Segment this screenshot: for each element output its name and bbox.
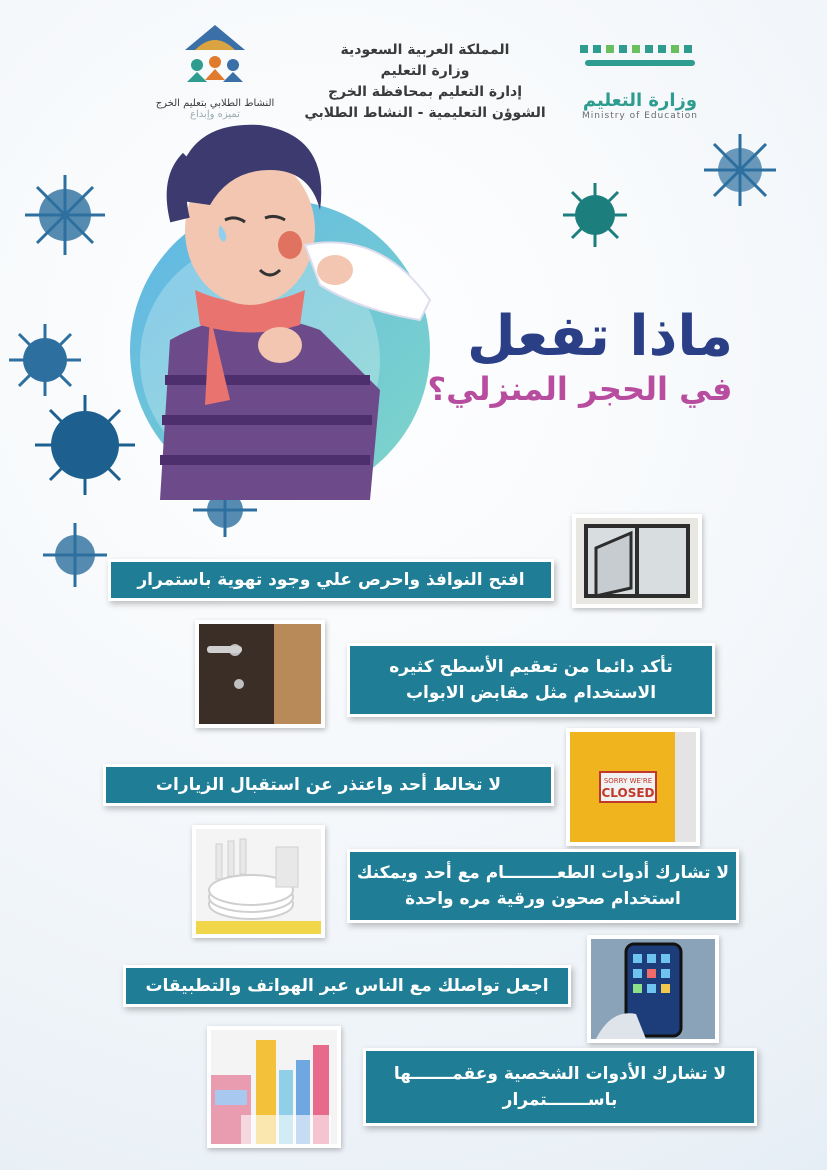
tip-card — [347, 643, 715, 717]
tip-card — [103, 764, 554, 806]
virus-icon — [20, 170, 110, 260]
tip-text: تأكد دائما من تعقيم الأسطح كثيره الاستخدام مثل مقابض الابواب — [389, 657, 673, 703]
tip-card — [363, 1048, 757, 1126]
ministry-logo — [565, 40, 715, 130]
ministry-logo-icon — [575, 40, 705, 80]
virus-icon — [700, 130, 780, 210]
students-logo-icon — [175, 20, 255, 90]
phone-icon — [591, 939, 715, 1039]
ministry-name-ar: وزارة التعليم — [582, 90, 698, 111]
header-line: الشوؤن التعليمية - النشاط الطلابي — [304, 105, 546, 121]
tip-text: لا تخالط أحد واعتذر عن استقبال الزيارات — [155, 775, 502, 795]
virus-icon — [5, 320, 85, 400]
tip-text: لا تشارك الأدوات الشخصية وعقمـــــــها باســـــــتمرار — [393, 1064, 727, 1110]
phone-photo — [587, 935, 719, 1043]
header-line: المملكة العربية السعودية — [340, 42, 510, 58]
tip-text: افتح النوافذ واحرص علي وجود تهوية باستمرار — [137, 570, 525, 590]
plates-icon — [196, 829, 321, 934]
window-icon — [576, 518, 698, 604]
closed-door-photo — [566, 728, 700, 846]
activity-slogan: تميزه وإبداع — [190, 109, 240, 120]
closed-sign-icon — [570, 732, 696, 842]
page-title: ماذا تفعل — [466, 304, 734, 369]
toiletries-icon — [211, 1030, 337, 1144]
page-subtitle: في الحجر المنزلي؟ — [427, 370, 733, 408]
tip-card — [123, 965, 571, 1007]
tip-text: اجعل تواصلك مع الناس عبر الهواتف والتطبيقات — [145, 976, 549, 996]
paper-plates-photo — [192, 825, 325, 938]
sick-person-illustration — [120, 110, 450, 500]
personal-items-photo — [207, 1026, 341, 1148]
header-line: إدارة التعليم بمحافظة الخرج — [327, 84, 523, 100]
header-line: وزارة التعليم — [380, 63, 470, 79]
virus-icon — [40, 520, 110, 590]
virus-icon — [560, 180, 630, 250]
sign-line2: CLOSED — [601, 786, 655, 800]
tip-card — [108, 559, 554, 601]
window-photo — [572, 514, 702, 608]
tip-text: لا تشارك أدوات الطعـــــــــام مع أحد ويمكنك استخدام صحون ورقية مره واحدة — [356, 863, 730, 909]
door-handle-photo — [195, 620, 325, 728]
activity-name: النشاط الطلابي بتعليم الخرج — [155, 98, 275, 109]
sign-line1: SORRY WE'RE — [603, 777, 653, 785]
door-handle-icon — [199, 624, 321, 724]
tip-card — [347, 849, 739, 923]
ministry-name-en: Ministry of Education — [582, 111, 698, 121]
